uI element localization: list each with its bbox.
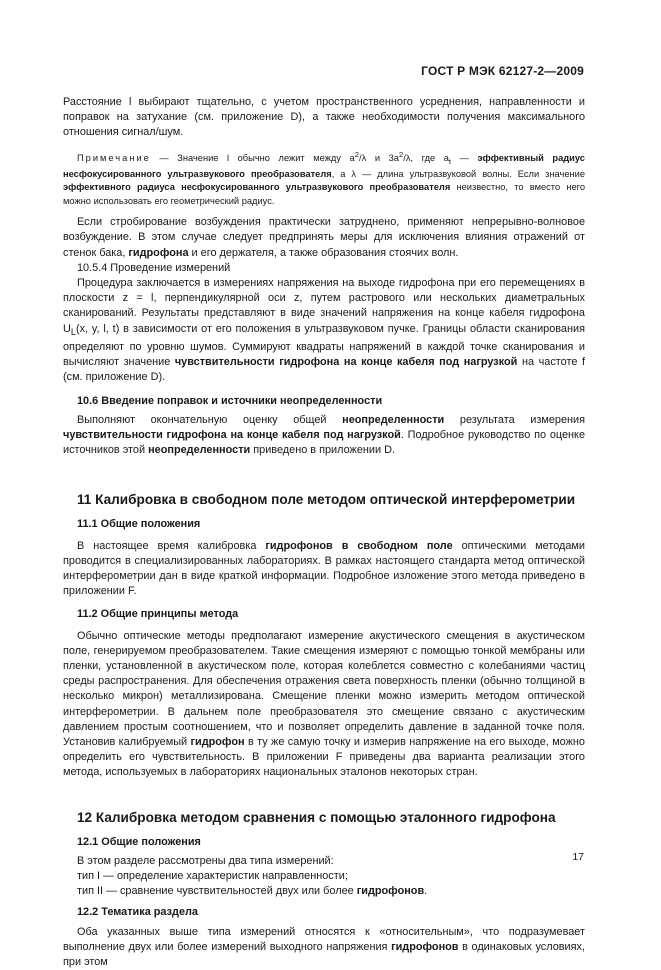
- list-item-type-1: тип I — определение характеристик направленности;: [77, 870, 348, 883]
- term-effective-radius: эффективный радиус несфокусированного ультразвукового преобразователя: [63, 152, 585, 179]
- subsection-10-6-title: 10.6 Введение поправок и источники неопределенности: [77, 394, 383, 407]
- section-11-title: 11 Калибровка в свободном поле методом оптической интерферометрии: [77, 492, 576, 508]
- section-12-title: 12 Калибровка методом сравнения с помощью эталонного гидрофона: [77, 809, 556, 825]
- list-item-type-2: тип II — сравнение чувствительностей двух или более гидрофонов.: [77, 885, 428, 898]
- paragraph-strobe: Если стробирование возбуждения практически затруднено, применяют непрерывно-волновое возбуждение. В этом случае следует предпринять меры для исключения влияния отражений от стенок бака, гидрофона и его держателя, а также образования стоячих волн.: [63, 216, 585, 259]
- paragraph-12-2: Оба указанных выше типа измерений относятся к «относительным», что подразумевает выполнение двух или более измерений выходного напряжения гидрофонов в одинаковых условиях, при этом: [63, 925, 585, 969]
- subsection-10-5-4-title: 10.5.4 Проведение измерений: [77, 261, 231, 274]
- paragraph-11-2: Обычно оптические методы предполагают измерение акустического смещения в акустическом поле, генерируемом преобразователем. Такие смещения измеряют с помощью тонкой мембраны или пленки, установленной в акустическом поле, которая колеблется совместно с колебаниями частиц среды распространения. Для обеспечения отражения света поверхность пленки (обычно толщиной в несколько микрон) металлизирована. Смещение пленки можно измерить методом оптической интерферометрии. В дальнем поле преобразователя это смещение связано с акустическим давлением простым соотношением, что и позволяет определить давление в заданной точке поля. Установив калибруемый гидрофон в ту же самую точку и измерив напряжение на его выходе, можно определить его чувствительность. В приложении F приведены два варианта реализации этого метода, используемых в лабораториях национальных эталонов некоторых стран.: [63, 629, 585, 779]
- paragraph-distance: Расстояние l выбирают тщательно, с учетом пространственного усреднения, направленности и поправок на затухание (см. приложение D), а также необходимости получения максимального отношения сигнал/шум.: [63, 96, 585, 139]
- paragraph-12-1-intro: В этом разделе рассмотрены два типа измерений:: [77, 854, 334, 867]
- document-header: ГОСТ Р МЭК 62127-2—2009: [421, 64, 584, 78]
- paragraph-procedure: Процедура заключается в измерениях напряжения на выходе гидрофона при его перемещениях в плоскости z = l, перпендикулярной оси z, путем растрового или нескольких диаметральных сканирований. Результаты представляют в виде значений напряжения на конце кабеля гидрофона $U_L(x$, y, l, t) в зависимости от его положения в ультразвуковом пучке. Границы области сканирования определяют по уровню шумов. Суммируют квадраты напряжений в каждой точке сканирования и вычисляют значение чувствительности гидрофона на конце кабеля под нагрузкой на частоте f (см. приложение D).: [63, 277, 585, 384]
- subsection-12-1-title: 12.1 Общие положения: [77, 835, 201, 848]
- page-number: 17: [572, 851, 584, 863]
- paragraph-uncertainty: Выполняют окончательную оценку общей неопределенности результата измерения чувствительности гидрофона на конце кабеля под нагрузкой. Подробное руководство по оценке источников этой неопределенности приведено в приложении D.: [63, 413, 586, 457]
- subsection-11-1-title: 11.1 Общие положения: [77, 518, 201, 531]
- paragraph-11-1: В настоящее время калибровка гидрофонов в свободном поле оптическими методами проводится в специализированных лабораториях. В рамках настоящего стандарта метод оптической интерферометрии дан в виде краткой информации. Подробное изложение этого метода приведено в приложении F.: [63, 539, 585, 598]
- term-effective-radius-2: эффективного радиуса несфокусированного ультразвукового преобразователя: [63, 182, 451, 193]
- note-paragraph: Примечание — Значение l обычно лежит между $a^2/\lambda$ и $3a^2/\lambda$, где $a_t$ — эффективный радиус несфокусированного ультразвукового преобразователя, а λ — длина ультразвуковой волны. Если значение эффективного радиуса несфокусированного ультразвукового преобразователя неизвестно, то вместо него можно использовать его геометрический радиус.: [63, 149, 585, 206]
- subsection-12-2-title: 12.2 Тематика раздела: [77, 906, 198, 919]
- page-content: [63, 95, 585, 970]
- subsection-11-2-title: 11.2 Общие принципы метода: [77, 608, 239, 621]
- note-label: Примечание: [77, 152, 151, 163]
